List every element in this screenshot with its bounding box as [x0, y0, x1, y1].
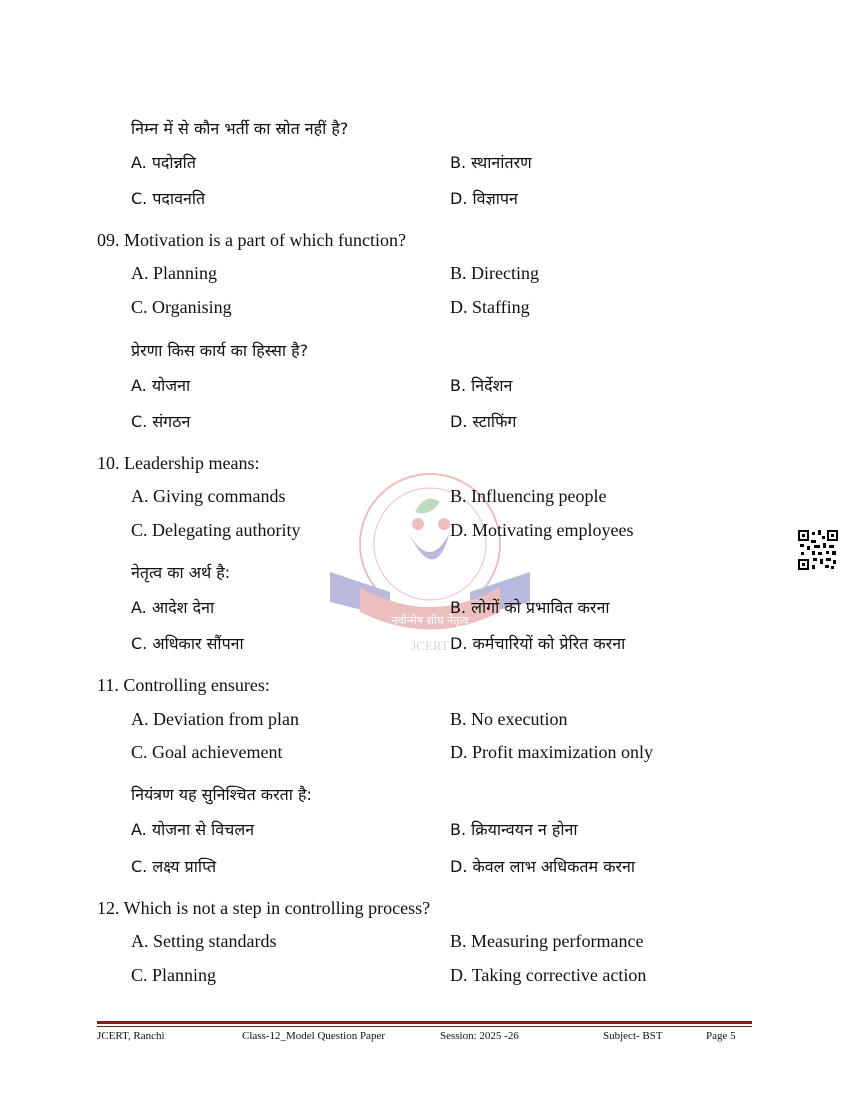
q11-option-d: D. Profit maximization only — [450, 742, 653, 762]
q12-option-c: C. Planning — [131, 965, 217, 985]
q9-hindi-option-a: A. योजना — [131, 376, 191, 395]
q11-hindi-option-b: B. क्रियान्वयन न होना — [450, 820, 578, 839]
q9-option-a: A. Planning — [131, 263, 218, 283]
q9-option-c: C. Organising — [131, 297, 232, 317]
q8-hindi-question: निम्न में से कौन भर्ती का स्रोत नहीं है? — [131, 119, 349, 138]
q10-option-b: B. Influencing people — [450, 486, 607, 506]
q10-option-a: A. Giving commands — [131, 486, 286, 506]
footer-rule-thick — [97, 1021, 752, 1024]
q10-hindi-option-d: D. कर्मचारियों को प्रेरित करना — [450, 634, 626, 653]
q8-hindi-option-a: A. पदोन्नति — [131, 153, 196, 172]
q11-hindi-option-a: A. योजना से विचलन — [131, 820, 255, 839]
q10-question: 10. Leadership means: — [97, 453, 260, 473]
footer-page-number: Page 5 — [706, 1030, 736, 1042]
q9-hindi-option-d: D. स्टाफिंग — [450, 412, 517, 431]
q10-hindi-option-c: C. अधिकार सौंपना — [131, 634, 244, 653]
q8-hindi-option-c: C. पदावनति — [131, 189, 206, 208]
q9-hindi-option-c: C. संगठन — [131, 412, 191, 431]
q12-option-a: A. Setting standards — [131, 931, 277, 951]
q11-option-c: C. Goal achievement — [131, 742, 283, 762]
q11-option-a: A. Deviation from plan — [131, 709, 299, 729]
q11-question: 11. Controlling ensures: — [97, 675, 270, 695]
footer-rule-thin — [97, 1026, 752, 1027]
watermark-banner-text: नवोन्मेष शोध नेतृत्व — [391, 614, 469, 627]
q11-option-b: B. No execution — [450, 709, 568, 729]
q9-question: 09. Motivation is a part of which function? — [97, 230, 406, 250]
q11-hindi-option-c: C. लक्ष्य प्राप्ति — [131, 857, 217, 876]
q9-option-d: D. Staffing — [450, 297, 530, 317]
q12-option-b: B. Measuring performance — [450, 931, 644, 951]
q10-hindi-option-b: B. लोगों को प्रभावित करना — [450, 598, 610, 617]
q10-hindi-option-a: A. आदेश देना — [131, 598, 215, 617]
q12-option-d: D. Taking corrective action — [450, 965, 647, 985]
q8-hindi-option-d: D. विज्ञापन — [450, 189, 518, 208]
footer-paper: Class-12_Model Question Paper — [242, 1030, 385, 1042]
watermark-org-text: JCERT — [411, 638, 449, 652]
q10-option-d: D. Motivating employees — [450, 520, 634, 540]
footer-subject: Subject- BST — [603, 1030, 663, 1042]
q9-option-b: B. Directing — [450, 263, 539, 283]
qr-code-icon — [798, 530, 838, 570]
q10-hindi-question: नेतृत्व का अर्थ है: — [131, 563, 231, 582]
q10-option-c: C. Delegating authority — [131, 520, 301, 540]
q12-question: 12. Which is not a step in controlling process? — [97, 898, 431, 918]
q8-hindi-option-b: B. स्थानांतरण — [450, 153, 532, 172]
footer-org: JCERT, Ranchi — [97, 1030, 165, 1042]
q9-hindi-option-b: B. निर्देशन — [450, 376, 513, 395]
q11-hindi-option-d: D. केवल लाभ अधिकतम करना — [450, 857, 636, 876]
footer-session: Session: 2025 -26 — [440, 1030, 519, 1042]
q11-hindi-question: नियंत्रण यह सुनिश्चित करता है: — [131, 785, 312, 804]
q9-hindi-question: प्रेरणा किस कार्य का हिस्सा है? — [131, 341, 309, 360]
